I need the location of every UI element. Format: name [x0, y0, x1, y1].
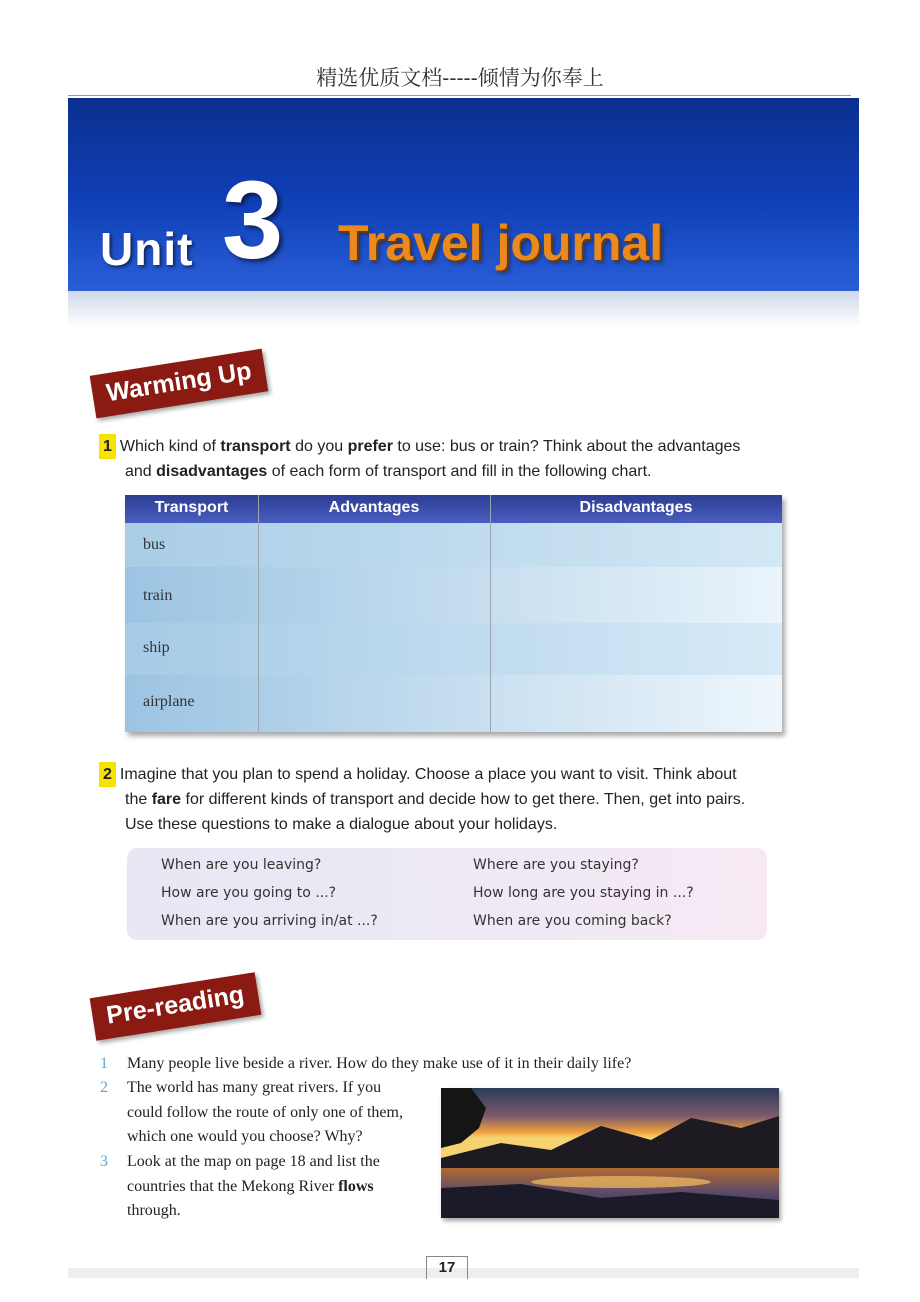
pre-reading-question-1	[100, 1052, 800, 1077]
phrase: Where are you staying?	[473, 857, 639, 873]
keyword-prefer: prefer	[347, 438, 393, 455]
transport-chart	[125, 495, 782, 732]
question-number: 3	[100, 1153, 108, 1170]
keyword-fare: fare	[151, 791, 182, 808]
chart-row-label	[125, 523, 258, 567]
chart-row	[125, 675, 782, 732]
header-advantages: Advantages	[328, 499, 420, 516]
pre-reading-tag: Pre-reading	[90, 972, 262, 1041]
keyword-disadvantages: disadvantages	[156, 463, 268, 480]
phrase: When are you coming back?	[473, 913, 672, 929]
task-2-text: Use these questions to make a dialogue about your holidays.	[125, 816, 558, 833]
task-1-number: 1	[99, 434, 116, 459]
task-2-text: for different kinds of transport and decide how to get there. Then, get into pairs.	[181, 791, 746, 808]
chart-row-label	[125, 623, 258, 675]
question-text: The world has many great rivers. If you	[127, 1079, 382, 1096]
warming-up-tag: Warming Up	[90, 349, 269, 419]
chart-row	[125, 623, 782, 675]
question-text: Many people live beside a river. How do they make use of it in their daily life?	[127, 1055, 632, 1072]
phrase: How long are you staying in ...?	[473, 885, 694, 901]
chart-row-label	[125, 567, 258, 623]
pre-reading-question-3	[100, 1150, 430, 1225]
keyword-transport: transport	[220, 438, 291, 455]
row-label-train: train	[143, 587, 173, 604]
row-label-ship: ship	[143, 639, 170, 656]
header-note: 精选优质文档-----倾情为你奉上	[316, 66, 604, 90]
phrase: How are you going to ...?	[161, 885, 337, 901]
phrase: When are you arriving in/at ...?	[161, 913, 378, 929]
row-label-bus: bus	[143, 536, 166, 553]
unit-label: Unit	[100, 223, 194, 275]
river-sunset-photo	[441, 1088, 779, 1218]
unit-number: 3	[222, 159, 284, 282]
task-1-text: do you	[290, 438, 348, 455]
task-2-text: Imagine that you plan to spend a holiday. Choose a place you want to visit. Think about	[119, 766, 737, 783]
question-text: could follow the route of only one of them,	[127, 1103, 403, 1121]
row-label-airplane: airplane	[143, 693, 195, 710]
question-number: 2	[100, 1079, 108, 1096]
river-sunset-image	[441, 1088, 779, 1218]
chart-header-row	[125, 495, 782, 523]
unit-title: Travel journal	[338, 215, 664, 271]
task-1-text: to use: bus or train? Think about the advantages	[392, 438, 741, 455]
dialogue-phrases-box	[127, 848, 767, 940]
header-divider	[68, 95, 851, 96]
task-2-text: the	[125, 791, 152, 808]
header-disadvantages: Disadvantages	[579, 499, 693, 516]
question-text: Look at the map on page 18 and list the	[127, 1153, 380, 1170]
chart-row	[125, 567, 782, 623]
task-1	[99, 434, 799, 484]
question-text: countries that the Mekong River	[127, 1177, 339, 1195]
task-2	[99, 762, 799, 837]
task-2-number: 2	[99, 762, 116, 787]
question-text: through.	[127, 1202, 181, 1219]
keyword-flows: flows	[338, 1177, 374, 1195]
chart-row-label	[125, 675, 258, 732]
task-1-text: and	[125, 463, 157, 480]
header-transport: Transport	[154, 499, 229, 516]
task-1-text: of each form of transport and fill in the following chart.	[267, 463, 652, 480]
banner-shadow	[68, 291, 859, 327]
column-divider	[258, 495, 259, 732]
question-number: 1	[100, 1055, 108, 1072]
pre-reading-question-2	[100, 1076, 430, 1151]
phrase: When are you leaving?	[161, 857, 322, 873]
page-number: 17	[426, 1256, 468, 1279]
column-divider	[490, 495, 491, 732]
task-1-text: Which kind of	[119, 438, 221, 455]
question-text: which one would you choose? Why?	[127, 1128, 363, 1145]
chart-row	[125, 523, 782, 567]
